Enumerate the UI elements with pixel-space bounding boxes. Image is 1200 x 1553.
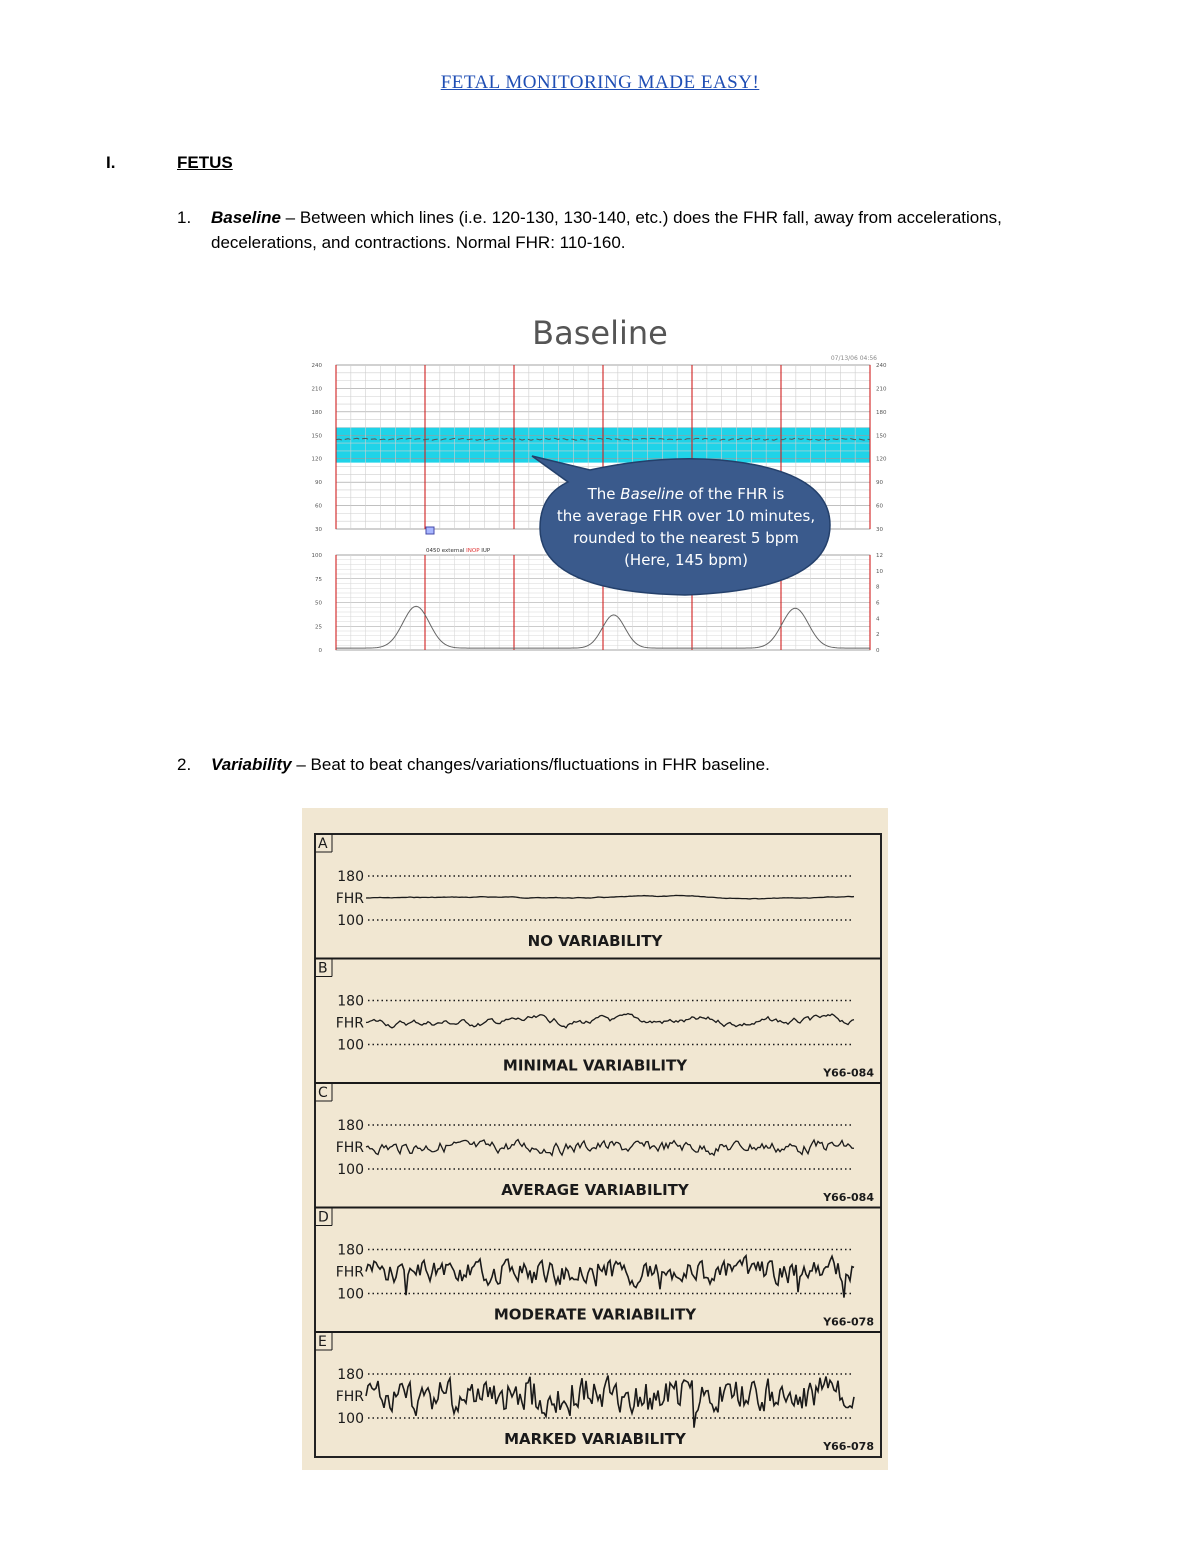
panel-mid-label: FHR <box>335 1264 364 1281</box>
variability-panel-c <box>315 1083 881 1204</box>
panel-caption: NO VARIABILITY <box>527 932 663 950</box>
section-title: FETUS <box>177 153 233 172</box>
variability-panel-d <box>315 1208 881 1329</box>
fhr-variability-trace <box>366 895 854 899</box>
panel-code: Y66-078 <box>823 1315 874 1329</box>
fhr-tick-right: 60 <box>876 503 883 510</box>
fhr-variability-trace <box>366 1014 854 1028</box>
panel-upper-label: 180 <box>337 869 364 885</box>
uc-tick-left: 75 <box>315 576 322 583</box>
uc-tick-left: 100 <box>311 553 322 559</box>
panel-lower-label: 100 <box>337 1411 364 1427</box>
fhr-tick-right: 30 <box>876 527 883 533</box>
panel-mid-label: FHR <box>335 1140 364 1156</box>
fhr-tick-right: 210 <box>876 386 887 393</box>
panel-lower-label: 100 <box>337 1037 364 1054</box>
mode-label: 0450 external INOP IUP <box>426 548 491 554</box>
uc-tick-right: 4 <box>876 616 880 623</box>
item-term: Variability <box>211 755 292 774</box>
fhr-variability-trace <box>366 1375 854 1427</box>
variability-panel-b <box>315 959 881 1080</box>
fhr-tick-left: 180 <box>311 409 322 416</box>
panel-code: Y66-084 <box>823 1191 874 1204</box>
panel-letter: D <box>318 1209 329 1226</box>
panel-letter: A <box>318 836 328 852</box>
fhr-tick-left: 60 <box>315 503 322 510</box>
panel-letter: C <box>318 1085 328 1101</box>
uc-tick-right: 12 <box>876 553 883 559</box>
callout-line1: The Baseline of the FHR is <box>587 485 785 503</box>
fhr-tick-right: 150 <box>876 433 887 440</box>
uc-tick-right: 8 <box>876 584 880 591</box>
callout-line4: (Here, 145 bpm) <box>624 551 748 569</box>
uc-tick-right: 6 <box>876 600 880 607</box>
fhr-tick-left: 150 <box>311 433 322 440</box>
callout-bubble <box>532 456 830 595</box>
panel-upper-label: 180 <box>337 1118 364 1134</box>
panel-letter: E <box>318 1334 327 1350</box>
list-item-baseline <box>177 205 1137 257</box>
variability-panel-a <box>315 834 854 950</box>
item-text-line1: – Beat to beat changes/variations/fluctuations in FHR baseline. <box>291 755 770 774</box>
variability-frame <box>315 834 881 1457</box>
panel-letter: B <box>318 960 328 977</box>
panel-upper-label: 180 <box>337 1242 364 1259</box>
baseline-figure-title: Baseline <box>532 314 668 352</box>
panel-code: Y66-084 <box>823 1066 874 1080</box>
item-number: 2. <box>177 755 192 774</box>
uc-tick-left: 0 <box>318 648 322 654</box>
callout-line2: the average FHR over 10 minutes, <box>556 507 816 525</box>
fhr-tick-left: 30 <box>315 527 322 533</box>
panel-lower-label: 100 <box>337 913 364 929</box>
panel-mid-label: FHR <box>335 891 364 907</box>
fhr-tick-right: 90 <box>876 480 883 487</box>
item-text-line2: decelerations, and contractions. Normal FHR: 110-160. <box>211 233 626 252</box>
fhr-tick-right: 180 <box>876 409 887 416</box>
fhr-variability-trace <box>366 1256 854 1298</box>
panel-caption: MODERATE VARIABILITY <box>493 1305 697 1324</box>
item-term: Baseline <box>211 208 281 227</box>
panel-mid-label: FHR <box>335 1015 364 1032</box>
panel-caption: AVERAGE VARIABILITY <box>501 1181 689 1199</box>
uc-tick-right: 2 <box>876 632 880 639</box>
section-numeral: I. <box>106 153 116 172</box>
fhr-tick-right: 120 <box>876 456 887 463</box>
fhr-tick-left: 210 <box>311 386 322 393</box>
variability-panels <box>315 834 881 1453</box>
fhr-tick-right: 240 <box>876 363 887 369</box>
panel-lower-label: 100 <box>337 1286 364 1303</box>
panel-caption: MINIMAL VARIABILITY <box>502 1056 688 1075</box>
uc-tick-right: 10 <box>876 568 883 575</box>
fhr-variability-trace <box>366 1140 854 1156</box>
list-item-variability <box>177 752 1137 778</box>
fhr-tick-left: 240 <box>311 363 322 369</box>
baseline-figure <box>300 310 900 660</box>
timestamp: 07/13/06 04:56 <box>830 355 877 362</box>
variability-panel-e <box>315 1332 881 1453</box>
uc-tick-left: 50 <box>315 600 322 607</box>
marker-icon <box>426 527 434 534</box>
variability-figure <box>302 808 888 1470</box>
panel-code: Y66-078 <box>823 1440 874 1453</box>
item-number: 1. <box>177 208 192 227</box>
panel-caption: MARKED VARIABILITY <box>504 1430 686 1448</box>
fhr-tick-left: 90 <box>315 480 322 487</box>
panel-mid-label: FHR <box>335 1389 364 1405</box>
uc-tick-left: 25 <box>315 624 322 631</box>
fhr-tick-left: 120 <box>311 456 322 463</box>
document-title: FETAL MONITORING MADE EASY! <box>440 72 760 93</box>
panel-upper-label: 180 <box>337 993 364 1010</box>
uc-tick-right: 0 <box>876 648 880 654</box>
panel-upper-label: 180 <box>337 1367 364 1383</box>
callout-line3: rounded to the nearest 5 bpm <box>573 529 799 547</box>
item-text-line1: – Between which lines (i.e. 120-130, 130-140, etc.) does the FHR fall, away from accelerations, <box>280 208 1002 227</box>
panel-lower-label: 100 <box>337 1162 364 1178</box>
